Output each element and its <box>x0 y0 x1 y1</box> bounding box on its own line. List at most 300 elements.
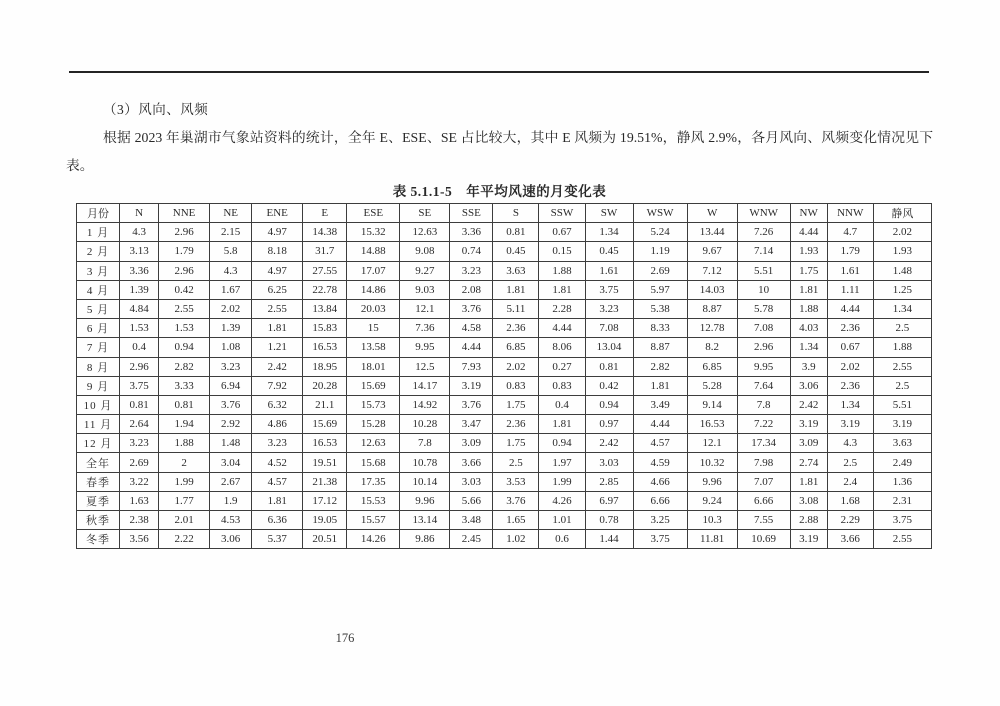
value-cell: 17.34 <box>737 434 790 453</box>
value-cell: 4.3 <box>210 261 252 280</box>
value-cell: 9.27 <box>400 261 450 280</box>
value-cell: 1.81 <box>633 376 687 395</box>
value-cell: 7.98 <box>737 453 790 472</box>
value-cell: 9.95 <box>400 338 450 357</box>
value-cell: 3.19 <box>790 530 827 549</box>
value-cell: 6.32 <box>252 395 303 414</box>
value-cell: 2.31 <box>873 491 931 510</box>
value-cell: 14.92 <box>400 395 450 414</box>
value-cell: 5.38 <box>633 299 687 318</box>
value-cell: 4.44 <box>633 415 687 434</box>
value-cell: 15.53 <box>347 491 400 510</box>
value-cell: 8.87 <box>633 338 687 357</box>
value-cell: 1.61 <box>585 261 633 280</box>
value-cell: 5.51 <box>873 395 931 414</box>
value-cell: 18.95 <box>303 357 347 376</box>
value-cell: 15.28 <box>347 415 400 434</box>
table-header-row <box>77 204 932 223</box>
value-cell: 1.93 <box>790 242 827 261</box>
value-cell: 16.53 <box>303 338 347 357</box>
value-cell: 3.23 <box>252 434 303 453</box>
value-cell: 3.03 <box>585 453 633 472</box>
value-cell: 5.78 <box>737 299 790 318</box>
value-cell: 5.24 <box>633 223 687 242</box>
column-header-SSW: SSW <box>539 204 585 223</box>
value-cell: 2.36 <box>827 376 873 395</box>
table-row <box>77 280 932 299</box>
value-cell: 0.97 <box>585 415 633 434</box>
value-cell: 3.48 <box>450 511 493 530</box>
value-cell: 3.03 <box>450 472 493 491</box>
table-row <box>77 223 932 242</box>
row-label-cell: 2 月 <box>77 242 120 261</box>
value-cell: 1.81 <box>252 491 303 510</box>
row-label-cell: 3 月 <box>77 261 120 280</box>
value-cell: 6.66 <box>633 491 687 510</box>
value-cell: 6.85 <box>493 338 539 357</box>
value-cell: 0.81 <box>493 223 539 242</box>
row-label-cell: 10 月 <box>77 395 120 414</box>
row-label-cell: 7 月 <box>77 338 120 357</box>
value-cell: 2.55 <box>873 357 931 376</box>
value-cell: 7.22 <box>737 415 790 434</box>
column-header-NW: NW <box>790 204 827 223</box>
value-cell: 1.34 <box>585 223 633 242</box>
value-cell: 3.76 <box>493 491 539 510</box>
row-label-cell: 11 月 <box>77 415 120 434</box>
value-cell: 9.03 <box>400 280 450 299</box>
value-cell: 2.67 <box>210 472 252 491</box>
value-cell: 3.04 <box>210 453 252 472</box>
value-cell: 2.96 <box>737 338 790 357</box>
value-cell: 0.83 <box>539 376 585 395</box>
value-cell: 2.64 <box>120 415 159 434</box>
value-cell: 8.87 <box>687 299 737 318</box>
value-cell: 2.69 <box>120 453 159 472</box>
value-cell: 8.06 <box>539 338 585 357</box>
value-cell: 7.08 <box>737 319 790 338</box>
value-cell: 1.34 <box>790 338 827 357</box>
value-cell: 9.67 <box>687 242 737 261</box>
value-cell: 1.34 <box>827 395 873 414</box>
value-cell: 7.26 <box>737 223 790 242</box>
monthly-wind-frequency-table <box>76 203 932 549</box>
value-cell: 4.86 <box>252 415 303 434</box>
value-cell: 1.39 <box>210 319 252 338</box>
value-cell: 9.24 <box>687 491 737 510</box>
value-cell: 2.5 <box>873 376 931 395</box>
value-cell: 22.78 <box>303 280 347 299</box>
value-cell: 0.94 <box>539 434 585 453</box>
value-cell: 7.12 <box>687 261 737 280</box>
column-header-WSW: WSW <box>633 204 687 223</box>
value-cell: 2.36 <box>493 319 539 338</box>
value-cell: 2.02 <box>210 299 252 318</box>
value-cell: 3.22 <box>120 472 159 491</box>
value-cell: 4.66 <box>633 472 687 491</box>
value-cell: 1.88 <box>159 434 210 453</box>
value-cell: 1.65 <box>493 511 539 530</box>
value-cell: 4.26 <box>539 491 585 510</box>
row-label-cell: 1 月 <box>77 223 120 242</box>
value-cell: 9.96 <box>687 472 737 491</box>
value-cell: 0.4 <box>539 395 585 414</box>
value-cell: 0.15 <box>539 242 585 261</box>
value-cell: 2.38 <box>120 511 159 530</box>
row-label-cell: 8 月 <box>77 357 120 376</box>
value-cell: 2.92 <box>210 415 252 434</box>
value-cell: 3.06 <box>210 530 252 549</box>
value-cell: 5.8 <box>210 242 252 261</box>
column-header-E: E <box>303 204 347 223</box>
value-cell: 1.48 <box>210 434 252 453</box>
value-cell: 1.39 <box>120 280 159 299</box>
value-cell: 20.28 <box>303 376 347 395</box>
value-cell: 15 <box>347 319 400 338</box>
value-cell: 2.74 <box>790 453 827 472</box>
value-cell: 9.86 <box>400 530 450 549</box>
value-cell: 2.55 <box>252 299 303 318</box>
table-row <box>77 530 932 549</box>
table-row <box>77 434 932 453</box>
value-cell: 5.66 <box>450 491 493 510</box>
value-cell: 1.02 <box>493 530 539 549</box>
value-cell: 3.76 <box>210 395 252 414</box>
table-row <box>77 376 932 395</box>
value-cell: 2.36 <box>827 319 873 338</box>
value-cell: 5.11 <box>493 299 539 318</box>
value-cell: 12.5 <box>400 357 450 376</box>
value-cell: 4.84 <box>120 299 159 318</box>
section-heading: （3）风向、风频 <box>103 102 209 117</box>
value-cell: 7.07 <box>737 472 790 491</box>
value-cell: 4.57 <box>252 472 303 491</box>
value-cell: 4.44 <box>450 338 493 357</box>
value-cell: 3.25 <box>633 511 687 530</box>
value-cell: 1.99 <box>539 472 585 491</box>
value-cell: 1.11 <box>827 280 873 299</box>
value-cell: 1.81 <box>790 472 827 491</box>
value-cell: 0.78 <box>585 511 633 530</box>
value-cell: 17.12 <box>303 491 347 510</box>
column-header-SE: SE <box>400 204 450 223</box>
column-header-ESE: ESE <box>347 204 400 223</box>
value-cell: 2.49 <box>873 453 931 472</box>
value-cell: 2.82 <box>159 357 210 376</box>
value-cell: 2.82 <box>633 357 687 376</box>
value-cell: 0.94 <box>159 338 210 357</box>
value-cell: 0.81 <box>159 395 210 414</box>
value-cell: 1.67 <box>210 280 252 299</box>
row-label-cell: 夏季 <box>77 491 120 510</box>
value-cell: 3.09 <box>790 434 827 453</box>
value-cell: 3.75 <box>633 530 687 549</box>
value-cell: 1.93 <box>873 242 931 261</box>
value-cell: 4.44 <box>827 299 873 318</box>
value-cell: 9.08 <box>400 242 450 261</box>
value-cell: 20.03 <box>347 299 400 318</box>
value-cell: 9.96 <box>400 491 450 510</box>
table-row <box>77 299 932 318</box>
value-cell: 0.45 <box>585 242 633 261</box>
column-header-NE: NE <box>210 204 252 223</box>
value-cell: 20.51 <box>303 530 347 549</box>
value-cell: 3.66 <box>827 530 873 549</box>
value-cell: 15.32 <box>347 223 400 242</box>
row-label-cell: 9 月 <box>77 376 120 395</box>
value-cell: 4.03 <box>790 319 827 338</box>
value-cell: 2.02 <box>827 357 873 376</box>
value-cell: 4.44 <box>790 223 827 242</box>
value-cell: 1.75 <box>493 395 539 414</box>
value-cell: 31.7 <box>303 242 347 261</box>
value-cell: 3.19 <box>827 415 873 434</box>
value-cell: 4.3 <box>120 223 159 242</box>
value-cell: 1.81 <box>790 280 827 299</box>
column-header-ENE: ENE <box>252 204 303 223</box>
value-cell: 6.66 <box>737 491 790 510</box>
value-cell: 3.75 <box>585 280 633 299</box>
value-cell: 4.52 <box>252 453 303 472</box>
value-cell: 1.94 <box>159 415 210 434</box>
value-cell: 3.9 <box>790 357 827 376</box>
value-cell: 0.67 <box>539 223 585 242</box>
value-cell: 2.96 <box>159 261 210 280</box>
value-cell: 2.5 <box>493 453 539 472</box>
value-cell: 4.97 <box>252 261 303 280</box>
value-cell: 15.69 <box>347 376 400 395</box>
value-cell: 1.99 <box>159 472 210 491</box>
value-cell: 13.44 <box>687 223 737 242</box>
value-cell: 7.8 <box>400 434 450 453</box>
value-cell: 1.9 <box>210 491 252 510</box>
value-cell: 1.79 <box>827 242 873 261</box>
value-cell: 14.88 <box>347 242 400 261</box>
value-cell: 0.67 <box>827 338 873 357</box>
value-cell: 3.13 <box>120 242 159 261</box>
value-cell: 9.14 <box>687 395 737 414</box>
page-number: 176 <box>335 631 355 645</box>
value-cell: 3.75 <box>120 376 159 395</box>
value-cell: 2.88 <box>790 511 827 530</box>
table-row <box>77 415 932 434</box>
value-cell: 12.78 <box>687 319 737 338</box>
value-cell: 7.92 <box>252 376 303 395</box>
value-cell: 15.68 <box>347 453 400 472</box>
value-cell: 12.1 <box>400 299 450 318</box>
table-row <box>77 511 932 530</box>
value-cell: 2.15 <box>210 223 252 242</box>
table-row <box>77 395 932 414</box>
table-title: 表 5.1.1-5 年平均风速的月变化表 <box>392 184 607 199</box>
value-cell: 1.81 <box>539 280 585 299</box>
value-cell: 3.63 <box>493 261 539 280</box>
value-cell: 3.49 <box>633 395 687 414</box>
column-header-NNE: NNE <box>159 204 210 223</box>
value-cell: 6.85 <box>687 357 737 376</box>
value-cell: 4.97 <box>252 223 303 242</box>
value-cell: 1.25 <box>873 280 931 299</box>
body-paragraph: 根据 2023 年巢湖市气象站资料的统计，全年 E、ESE、SE 占比较大，其中 E 风频为 19.51%，静风 2.9%，各月风向、风频变化情况见下表。 <box>66 130 933 173</box>
value-cell: 10 <box>737 280 790 299</box>
value-cell: 12.1 <box>687 434 737 453</box>
value-cell: 1.68 <box>827 491 873 510</box>
value-cell: 14.86 <box>347 280 400 299</box>
value-cell: 3.47 <box>450 415 493 434</box>
value-cell: 2.42 <box>252 357 303 376</box>
value-cell: 0.6 <box>539 530 585 549</box>
value-cell: 18.01 <box>347 357 400 376</box>
value-cell: 10.69 <box>737 530 790 549</box>
value-cell: 1.77 <box>159 491 210 510</box>
value-cell: 13.04 <box>585 338 633 357</box>
value-cell: 3.63 <box>873 434 931 453</box>
value-cell: 2.01 <box>159 511 210 530</box>
row-label-cell: 春季 <box>77 472 120 491</box>
value-cell: 1.19 <box>633 242 687 261</box>
value-cell: 4.3 <box>827 434 873 453</box>
value-cell: 3.76 <box>450 395 493 414</box>
value-cell: 2.96 <box>120 357 159 376</box>
value-cell: 10.32 <box>687 453 737 472</box>
value-cell: 4.53 <box>210 511 252 530</box>
value-cell: 5.37 <box>252 530 303 549</box>
value-cell: 1.88 <box>539 261 585 280</box>
value-cell: 15.83 <box>303 319 347 338</box>
value-cell: 2.08 <box>450 280 493 299</box>
value-cell: 11.81 <box>687 530 737 549</box>
value-cell: 1.53 <box>159 319 210 338</box>
value-cell: 3.53 <box>493 472 539 491</box>
column-header-SSE: SSE <box>450 204 493 223</box>
value-cell: 1.88 <box>873 338 931 357</box>
value-cell: 7.93 <box>450 357 493 376</box>
row-label-cell: 冬季 <box>77 530 120 549</box>
value-cell: 3.66 <box>450 453 493 472</box>
value-cell: 21.38 <box>303 472 347 491</box>
value-cell: 0.81 <box>585 357 633 376</box>
value-cell: 2 <box>159 453 210 472</box>
row-label-cell: 12 月 <box>77 434 120 453</box>
value-cell: 2.55 <box>873 530 931 549</box>
value-cell: 17.07 <box>347 261 400 280</box>
value-cell: 2.5 <box>873 319 931 338</box>
value-cell: 15.69 <box>303 415 347 434</box>
value-cell: 1.63 <box>120 491 159 510</box>
value-cell: 2.96 <box>159 223 210 242</box>
row-label-cell: 4 月 <box>77 280 120 299</box>
value-cell: 0.45 <box>493 242 539 261</box>
value-cell: 3.23 <box>210 357 252 376</box>
value-cell: 3.56 <box>120 530 159 549</box>
value-cell: 7.08 <box>585 319 633 338</box>
value-cell: 2.28 <box>539 299 585 318</box>
row-label-cell: 全年 <box>77 453 120 472</box>
value-cell: 4.7 <box>827 223 873 242</box>
value-cell: 13.84 <box>303 299 347 318</box>
value-cell: 3.75 <box>873 511 931 530</box>
value-cell: 1.01 <box>539 511 585 530</box>
value-cell: 2.45 <box>450 530 493 549</box>
column-header-SW: SW <box>585 204 633 223</box>
value-cell: 0.42 <box>585 376 633 395</box>
table-row <box>77 319 932 338</box>
table-row <box>77 357 932 376</box>
value-cell: 3.23 <box>120 434 159 453</box>
value-cell: 2.42 <box>585 434 633 453</box>
value-cell: 5.51 <box>737 261 790 280</box>
value-cell: 3.76 <box>450 299 493 318</box>
value-cell: 3.23 <box>450 261 493 280</box>
table-row <box>77 338 932 357</box>
value-cell: 7.14 <box>737 242 790 261</box>
value-cell: 6.36 <box>252 511 303 530</box>
value-cell: 8.2 <box>687 338 737 357</box>
value-cell: 2.55 <box>159 299 210 318</box>
value-cell: 7.8 <box>737 395 790 414</box>
value-cell: 0.94 <box>585 395 633 414</box>
value-cell: 15.57 <box>347 511 400 530</box>
value-cell: 0.27 <box>539 357 585 376</box>
value-cell: 6.97 <box>585 491 633 510</box>
value-cell: 14.03 <box>687 280 737 299</box>
value-cell: 0.74 <box>450 242 493 261</box>
value-cell: 2.42 <box>790 395 827 414</box>
value-cell: 1.79 <box>159 242 210 261</box>
header-rule <box>69 71 929 73</box>
table-row <box>77 491 932 510</box>
value-cell: 16.53 <box>687 415 737 434</box>
column-header-静风: 静风 <box>873 204 931 223</box>
value-cell: 8.33 <box>633 319 687 338</box>
value-cell: 1.81 <box>539 415 585 434</box>
column-header-month: 月份 <box>77 204 120 223</box>
value-cell: 3.33 <box>159 376 210 395</box>
value-cell: 3.23 <box>585 299 633 318</box>
value-cell: 17.35 <box>347 472 400 491</box>
table-row <box>77 242 932 261</box>
value-cell: 7.36 <box>400 319 450 338</box>
value-cell: 3.09 <box>450 434 493 453</box>
column-header-W: W <box>687 204 737 223</box>
value-cell: 3.36 <box>450 223 493 242</box>
value-cell: 1.61 <box>827 261 873 280</box>
value-cell: 5.97 <box>633 280 687 299</box>
value-cell: 1.75 <box>790 261 827 280</box>
table-row <box>77 453 932 472</box>
value-cell: 6.94 <box>210 376 252 395</box>
column-header-N: N <box>120 204 159 223</box>
table-row <box>77 472 932 491</box>
value-cell: 1.34 <box>873 299 931 318</box>
value-cell: 13.58 <box>347 338 400 357</box>
value-cell: 5.28 <box>687 376 737 395</box>
value-cell: 1.81 <box>252 319 303 338</box>
value-cell: 0.42 <box>159 280 210 299</box>
value-cell: 14.38 <box>303 223 347 242</box>
value-cell: 7.55 <box>737 511 790 530</box>
value-cell: 8.18 <box>252 242 303 261</box>
value-cell: 2.4 <box>827 472 873 491</box>
value-cell: 27.55 <box>303 261 347 280</box>
value-cell: 3.06 <box>790 376 827 395</box>
value-cell: 1.97 <box>539 453 585 472</box>
value-cell: 2.36 <box>493 415 539 434</box>
value-cell: 2.02 <box>493 357 539 376</box>
value-cell: 4.58 <box>450 319 493 338</box>
value-cell: 1.81 <box>493 280 539 299</box>
table-row <box>77 261 932 280</box>
